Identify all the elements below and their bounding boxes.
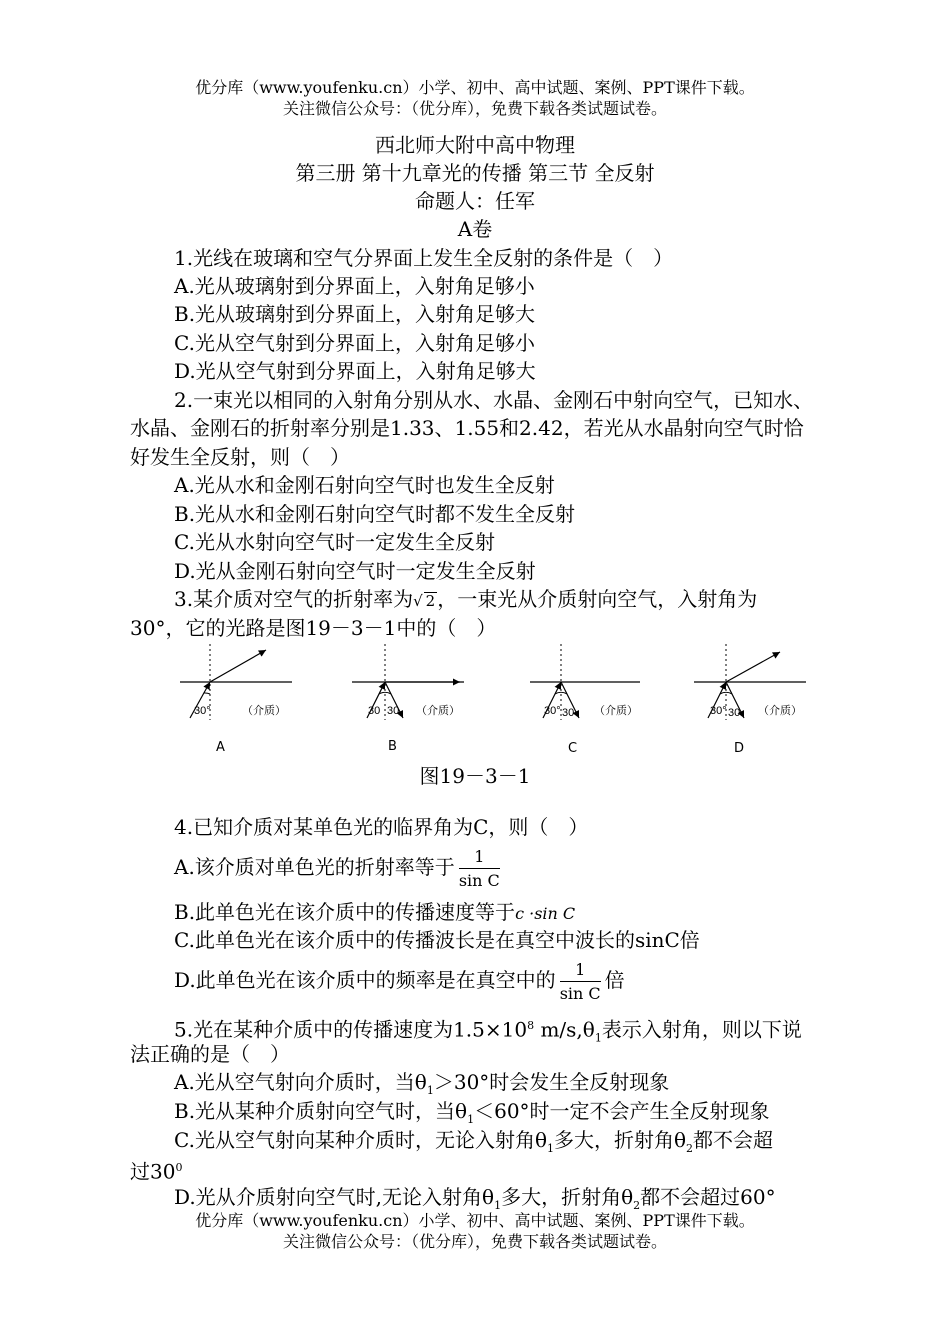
q2-stem-2: 水晶、金刚石的折射率分别是1.33、1.55和2.42，若光从水晶射向空气时恰 [130, 416, 804, 440]
q5-c2-sup: 0 [175, 1161, 183, 1174]
q4-d-text: D.此单色光在该介质中的频率是在真空中的 [174, 968, 556, 992]
frac-numerator: 1 [560, 961, 601, 982]
refracted-ray [726, 652, 780, 682]
q4-d-suffix: 倍 [604, 968, 625, 992]
q2-option-d: D.光从金刚石射向空气时一定发生全反射 [174, 559, 536, 583]
q5-b-post: ＜60°时一定不会产生全反射现象 [474, 1099, 770, 1123]
q5-b-sub: 1 [467, 1113, 475, 1126]
frac-numerator: 1 [459, 848, 500, 869]
medium-label: （介质） [416, 705, 460, 717]
q2-stem-1: 2.一束光以相同的入射角分别从水、水晶、金刚石中射向空气，已知水、 [174, 388, 814, 412]
q1-option-b: B.光从玻璃射到分界面上，入射角足够大 [174, 302, 536, 326]
figure-b [352, 642, 467, 722]
q4-b-text: B.此单色光在该介质中的传播速度等于 [174, 900, 516, 924]
q5-a-post: ＞30°时会发生全反射现象 [433, 1070, 670, 1094]
q2-option-b: B.光从水和金刚石射向空气时都不发生全反射 [174, 502, 576, 526]
q1-stem: 1.光线在玻璃和空气分界面上发生全反射的条件是（ ） [174, 246, 674, 270]
figure-a [180, 642, 295, 722]
q3-stem-1 [174, 585, 757, 615]
q1-option-a: A.光从玻璃射到分界面上，入射角足够小 [174, 274, 535, 298]
q3-stem-post: ，一束光从介质射向空气，入射角为 [437, 587, 758, 611]
q4-a-fraction [459, 848, 500, 890]
angle-arc [379, 692, 391, 694]
q5-d-sub1: 1 [494, 1199, 502, 1212]
frac-denominator: sin C [559, 983, 601, 1003]
q5-exponent: 8 [527, 1019, 535, 1032]
angle-label-right: 30 [728, 707, 741, 719]
angle-label-left: 30° [710, 705, 727, 717]
q4-stem: 4.已知介质对某单色光的临界角为C，则（ ） [174, 815, 589, 839]
q5-c-sub2: 2 [686, 1142, 694, 1155]
q5-b-pre: B.光从某种介质射向空气时，当θ [174, 1099, 468, 1123]
q4-option-d [174, 956, 625, 1006]
q5-subscript: 1 [594, 1031, 602, 1045]
figure-c [530, 642, 645, 722]
footer-line-1: 优分库（www.youfenku.cn）小学、初中、高中试题、案例、PPT课件下载。 [195, 1211, 755, 1230]
q5-option-c [174, 1126, 773, 1163]
angle-arc [720, 692, 732, 694]
refracted-ray [210, 650, 266, 682]
angle-label-right: 30 [562, 707, 575, 719]
q5-c-mid: 多大，折射角θ [554, 1128, 687, 1152]
q2-stem-3: 好发生全反射，则（ ） [130, 445, 350, 469]
medium-label: （介质） [242, 705, 286, 717]
q4-a-text: A.该介质对单色光的折射率等于 [174, 855, 455, 879]
angle-label-left: 30 [368, 705, 381, 717]
medium-label: （介质） [758, 705, 802, 717]
q4-d-fraction [560, 961, 601, 1003]
figure-label-d: D [734, 741, 745, 756]
q5-stem-post: 表示入射角，则以下说 [601, 1017, 802, 1042]
q1-option-d: D.光从空气射到分界面上，入射角足够大 [174, 359, 536, 383]
figure-d [694, 642, 809, 722]
q3-stem-pre: 3.某介质对空气的折射率为 [174, 587, 414, 611]
q5-d-mid: 多大，折射角θ [501, 1185, 634, 1209]
q2-option-a: A.光从水和金刚石射向空气时也发生全反射 [174, 473, 555, 497]
figure-label-b: B [388, 739, 397, 754]
angle-label-left: 30° [544, 705, 561, 717]
medium-label: （介质） [594, 705, 638, 717]
q4-b-expression: c ·sin C [515, 904, 576, 923]
author-line: 命题人：任军 [415, 189, 535, 213]
q4-option-a [174, 843, 504, 893]
q1-option-c: C.光从空气射到分界面上，入射角足够小 [174, 331, 535, 355]
angle-label-right: 30 [387, 705, 400, 717]
q5-a-sub: 1 [426, 1084, 434, 1097]
q4-option-c: C.此单色光在该介质中的传播波长是在真空中波长的sinC倍 [174, 928, 700, 952]
q5-d-post: 都不会超过60° [640, 1185, 776, 1209]
q2-option-c: C.光从水射向空气时一定发生全反射 [174, 530, 495, 554]
q3-stem-2: 30°，它的光路是图19－3－1中的（ ） [130, 616, 497, 640]
angle-label: 30° [194, 705, 211, 717]
angle-arc [204, 693, 210, 694]
q4-option-b [174, 898, 575, 928]
q5-stem-pre: 5.光在某种介质中的传播速度为1.5×10 [174, 1017, 528, 1042]
volume-label: A卷 [457, 217, 493, 241]
header-line-2: 关注微信公众号：（优分库），免费下载各类试题试卷。 [282, 99, 667, 118]
figure-caption: 图19－3－1 [419, 764, 531, 788]
angle-arc [555, 692, 567, 694]
figure-label-a: A [216, 740, 225, 755]
sqrt-value: 2 [425, 592, 436, 610]
chapter-title: 第三册 第十九章光的传播 第三节 全反射 [295, 161, 655, 185]
school-title: 西北师大附中高中物理 [375, 133, 575, 157]
q5-a-pre: A.光从空气射向介质时，当θ [174, 1070, 427, 1094]
figure-label-c: C [568, 741, 578, 756]
q5-d-sub2: 2 [633, 1199, 641, 1212]
q5-c-pre: C.光从空气射向某种介质时，无论入射角θ [174, 1128, 547, 1152]
footer-line-2: 关注微信公众号：（优分库），免费下载各类试题试卷。 [282, 1232, 667, 1251]
q5-c-post: 都不会超 [693, 1128, 774, 1152]
q5-stem-mid: m/s,θ [534, 1017, 595, 1042]
header-line-1: 优分库（www.youfenku.cn）小学、初中、高中试题、案例、PPT课件下载。 [195, 78, 755, 97]
q5-stem-2: 法正确的是（ ） [130, 1042, 290, 1066]
sqrt-icon: √ [413, 592, 423, 610]
q5-d-pre: D.光从介质射向空气时,无论入射角θ [174, 1185, 495, 1209]
q5-c-sub1: 1 [547, 1142, 554, 1155]
q5-option-c-cont [130, 1154, 182, 1186]
q5-c2-pre: 过30 [130, 1159, 176, 1184]
frac-denominator: sin C [458, 870, 500, 890]
